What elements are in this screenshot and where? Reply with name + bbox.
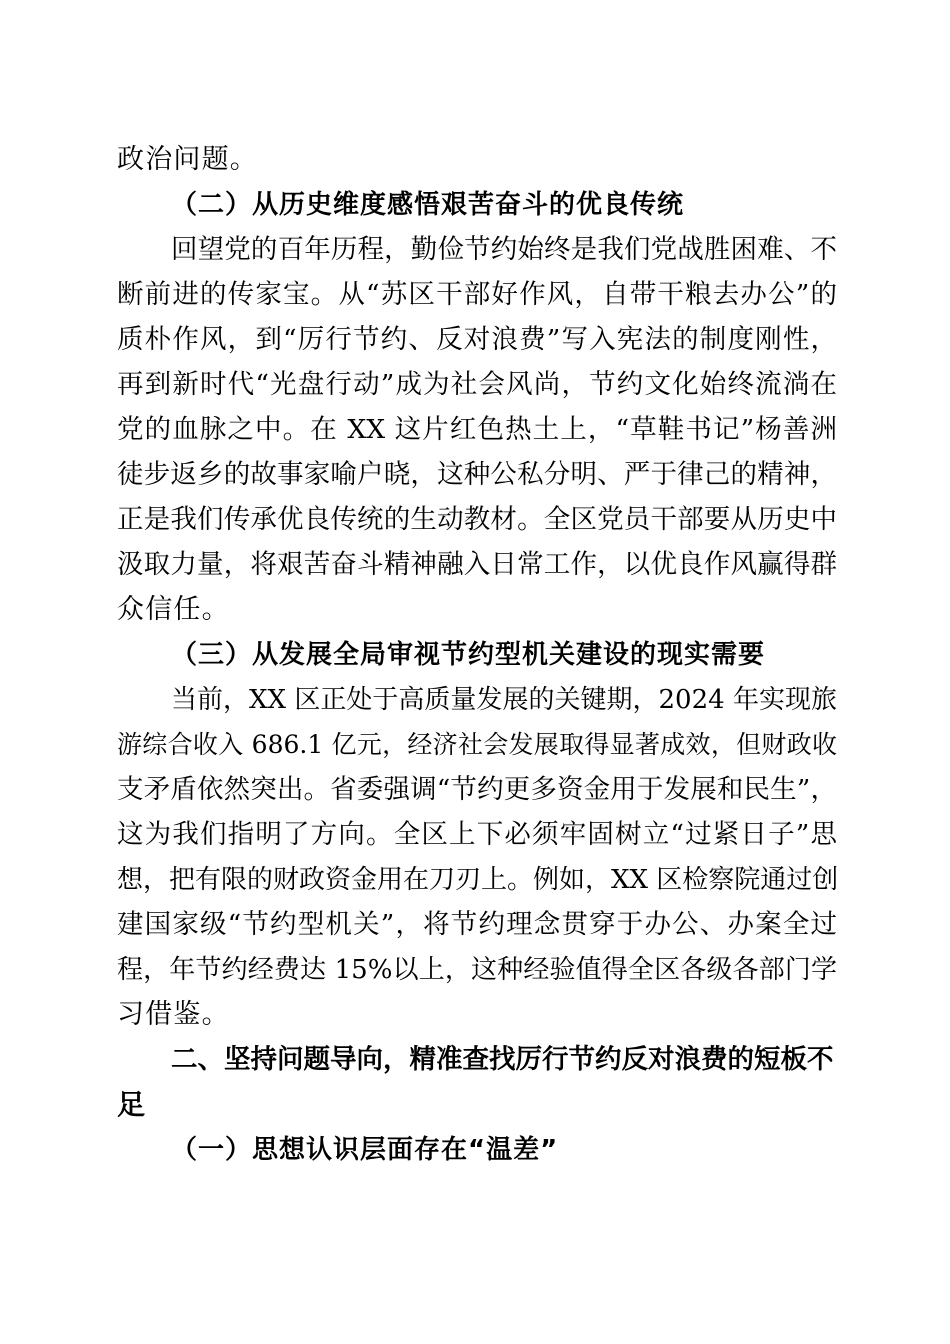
paragraph-line: 正是我们传承优良传统的生动教材。全区党员干部要从历史中 (117, 504, 837, 535)
part-heading-line: 足 (117, 1088, 147, 1121)
paragraph-line: 断前进的传家宝。从“苏区干部好作风，自带干粮去办公”的 (117, 279, 837, 310)
paragraph-line: 这为我们指明了方向。全区上下必须牢固树立“过紧日子”思 (117, 819, 837, 850)
paragraph-line: 当前，XX 区正处于高质量发展的关键期，2024 年实现旅 (171, 685, 837, 715)
paragraph-line: 习借鉴。 (117, 999, 230, 1030)
paragraph-line: 建国家级“节约型机关”，将节约理念贯穿于办公、办案全过 (117, 909, 837, 940)
paragraph-line: 支矛盾依然突出。省委强调“节约更多资金用于发展和民生”， (117, 774, 837, 805)
paragraph-line: 党的血脉之中。在 XX 这片红色热土上，“草鞋书记”杨善洲 (117, 414, 837, 445)
part-heading-line: 二、坚持问题导向，精准查找厉行节约反对浪费的短板不 (171, 1044, 834, 1075)
paragraph-line: 程，年节约经费达 15%以上，这种经验值得全区各级各部门学 (117, 955, 837, 985)
section-heading: （二）从历史维度感悟艰苦奋斗的优良传统 (171, 190, 685, 220)
paragraph-line: 回望党的百年历程，勤俭节约始终是我们党战胜困难、不 (171, 234, 837, 265)
paragraph-line: 政治问题。 (117, 144, 258, 175)
section-heading: （三）从发展全局审视节约型机关建设的现实需要 (171, 640, 766, 670)
paragraph-line: 游综合收入 686.1 亿元，经济社会发展取得显著成效，但财政收 (117, 730, 837, 759)
paragraph-line: 众信任。 (117, 594, 230, 625)
section-heading: （一）思想认识层面存在“温差” (171, 1135, 559, 1165)
paragraph-line: 徒步返乡的故事家喻户晓，这种公私分明、严于律己的精神， (117, 459, 837, 490)
paragraph-line: 再到新时代“光盘行动”成为社会风尚，节约文化始终流淌在 (117, 369, 837, 400)
paragraph-line: 想，把有限的财政资金用在刀刃上。例如，XX 区检察院通过创 (117, 865, 839, 895)
paragraph-line: 质朴作风，到“厉行节约、反对浪费”写入宪法的制度刚性， (117, 324, 837, 355)
paragraph-line: 汲取力量，将艰苦奋斗精神融入日常工作，以优良作风赢得群 (117, 549, 837, 580)
